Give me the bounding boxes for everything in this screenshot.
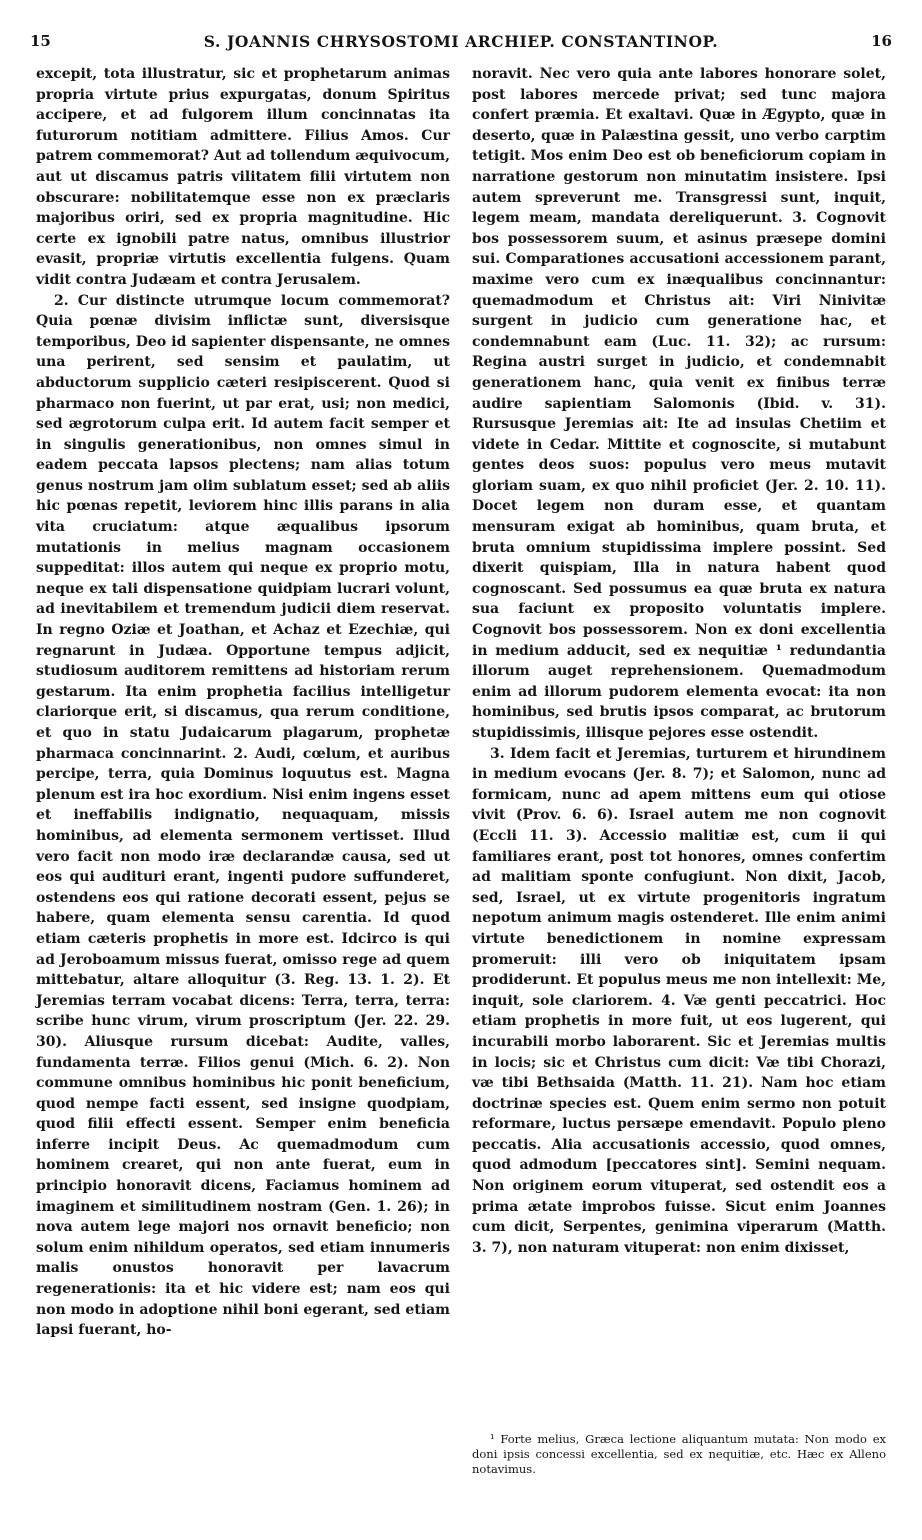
running-title: S. JOANNIS CHRYSOSTOMI ARCHIEP. CONSTANTINOP. [203,32,719,51]
paragraph: excepit, tota illustratur, sic et prophetarum animas propria virtute prius expurgatas, donum Spiritus accipere, et ad fulgorem illum concinnatas ita futurorum notitiam admittere. Filius Amos. Cur patrem commemorat? Aut ad tollendum æquivocum, aut ut discamus patris vilitatem filii virtutem non obscurare: nobilitatemque esse non ex præclaris majoribus oriri, sed ex propria magnitudine. Hic certe ex ignobili patre natus, omnibus illustrior evasit, propriæ virtutis excellentia fulgens. Quam vidit contra Judæam et contra Jerusalem. [36,66,450,288]
page-number-left: 15 [30,32,51,50]
paragraph: 3. Idem facit et Jeremias, turturem et hirundinem in medium evocans (Jer. 8. 7); et Salomon, nunc ad formicam, nunc ad apem mittens eum qui otiose vivit (Prov. 6. 6). Israel autem me non cognovit (Eccli 11. 3). Accessio malitiæ est, cum ii qui familiares erant, post tot honores, omnes confertim ad malitiam sponte confugiunt. Non dixit, Jacob, sed, Israel, ut ex virtute progenitoris ingratum nepotum animum magis ostenderet. Ille enim animi virtute benedictionem in nomine expressam promeruit: illi vero ob iniquitatem ipsam prodiderunt. Et populus meus me non intellexit: Me, inquit, sole clariorem. 4. Væ genti peccatrici. Hoc etiam prophetis in more fuit, ut eos lugerent, qui incurabili morbo laborarent. Sic et Jeremias multis in locis; sic et Christus cum dicit: Væ tibi Chorazi, væ tibi Bethsaida (Matth. 11. 21). Nam hoc etiam doctrinæ species est. Quem enim sermo non potuit reformare, luctus persæpe emendavit. Populo pleno peccatis. Alia accusationis accessio, quod omnes, quod admodum [peccatores sint]. Semini nequam. Non originem eorum vituperat, sed ostendit eos a prima ætate improbos fuisse. Sicut enim Joannes cum dicit, Serpentes, genimina viperarum (Matth. 3. 7), non naturam vituperat: non enim dixisset, [472,745,886,1256]
page-number-right: 16 [871,32,892,50]
left-column [36,64,450,1341]
footnote-text: ¹ Forte melius, Græca lectione aliquantum mutata: Non modo ex doni ipsis concessi excellentia, sed ex nequitiæ, etc. Hæc ex Alleno notavimus. [472,1432,886,1476]
page-header [30,32,892,58]
right-column [472,64,886,1258]
paragraph: 2. Cur distincte utrumque locum commemorat? Quia pœnæ divisim inflictæ sunt, diversisque temporibus, Deo id sapienter dispensante, ne omnes una perirent, sed sensim et paulatim, ut abductorum supplicio cæteri resipiscerent. Quod si pharmaco non fuerint, ut par erat, usi; non medici, sed ægrotorum culpa erit. Id autem facit semper et in singulis generationibus, non omnes simul in eadem peccata lapsos plectens; nam alias totum genus nostrum jam olim sublatum esset; sed ab aliis hic pœnas repetit, leviorem hinc illis parans in alia vita cruciatum: atque æqualibus ipsorum mutationis in melius magnam occasionem suppeditat: illos autem qui neque ex proprio motu, neque ex tali dispensatione quidpiam lucrari volunt, ad inevitabilem et tremendum judicii diem reservat. In regno Oziæ et Joathan, et Achaz et Ezechiæ, qui regnarunt in Judæa. Opportune tempus adjicit, studiosum auditorem remittens ad historiam rerum gestarum. Ita enim prophetia facilius intelligetur clariorque erit, si discamus, qua rerum conditione, et quo in statu Judaicarum plagarum, prophetæ pharmaca concinnarint. 2. Audi, cœlum, et auribus percipe, terra, quia Dominus loquutus est. Magna plenum est ira hoc exordium. Nisi enim ingens esset et ineffabilis indignatio, nequaquam, missis hominibus, ad elementa sermonem vertisset. Illud vero facit non modo iræ declarandæ causa, sed ut eos qui audituri erant, ingenti pudore suffunderet, ostendens eos qui ratione decorati essent, pejus se habere, quam elementa sensu carentia. Id quod etiam cæteris prophetis in more est. Idcirco is qui ad Jeroboamum missus fuerat, omisso rege ad quem mittebatur, altare alloquitur (3. Reg. 13. 1. 2). Et Jeremias terram vocabat dicens: Terra, terra, terra: scribe hunc virum, virum proscriptum (Jer. 22. 29. 30). Aliusque rursum dicebat: Audite, valles, fundamenta terræ. Filios genui (Mich. 6. 2). Non commune omnibus hominibus hic ponit beneficium, quod nempe facti essent, sed insigne quodpiam, quod filii effecti essent. Semper enim beneficia inferre incipit Deus. Ac quemadmodum cum hominem crearet, qui non ante fuerat, eum in principio honoravit dicens, Faciamus hominem ad imaginem et similitudinem nostram (Gen. 1. 26); in nova autem lege majori nos ornavit beneficio; non solum enim nihildum operatos, sed etiam innumeris malis onustos honoravit per lavacrum regenerationis: ita et hic videre est; nam eos qui non modo in adoptione nihil boni egerant, sed etiam lapsi fuerant, ho- [36,292,450,1339]
paragraph: noravit. Nec vero quia ante labores honorare solet, post labores mercede privat; sed tunc majora confert præmia. Et exaltavi. Quæ in Ægypto, quæ in deserto, quæ in Palæstina gessit, uno verbo carptim tetigit. Mos enim Deo est ob beneficiorum copiam in narratione gestorum non minutatim insistere. Ipsi autem spreverunt me. Transgressi sunt, inquit, legem meam, mandata dereliquerunt. 3. Cognovit bos possessorem suum, et asinus præsepe domini sui. Comparationes accusationi accessionem parant, maxime vero cum ex inæqualibus concinnantur: quemadmodum et Christus ait: Viri Ninivitæ surgent in judicio cum generatione hac, et condemnabunt eam (Luc. 11. 32); ac rursum: Regina austri surget in judicio, et condemnabit generationem hanc, quia venit ex finibus terræ audire sapientiam Salomonis (Ibid. v. 31). Rursusque Jeremias ait: Ite ad insulas Chetiim et videte in Cedar. Mittite et cognoscite, si mutabunt gentes deos suos: populus vero meus mutavit gloriam suam, ex quo nihil proficiet (Jer. 2. 10. 11). Docet legem non duram esse, et quantam mensuram exigat ab hominibus, quam bruta, et bruta omnium stupidissima implere possint. Sed dixerit quispiam, Illa in natura habent quod cognoscant. Sed possumus ea quæ bruta ex natura sua faciunt ex proposito voluntatis implere. Cognovit bos possessorem. Non ex doni excellentia in medium adducit, sed ex nequitiæ ¹ redundantia illorum auget reprehensionem. Quemadmodum enim ad illorum pudorem elementa evocat: ita non hominibus, sed brutis ipsos comparat, ac brutorum stupidissimis, illisque pejores esse ostendit. [472,66,886,741]
footnote [472,1432,886,1477]
